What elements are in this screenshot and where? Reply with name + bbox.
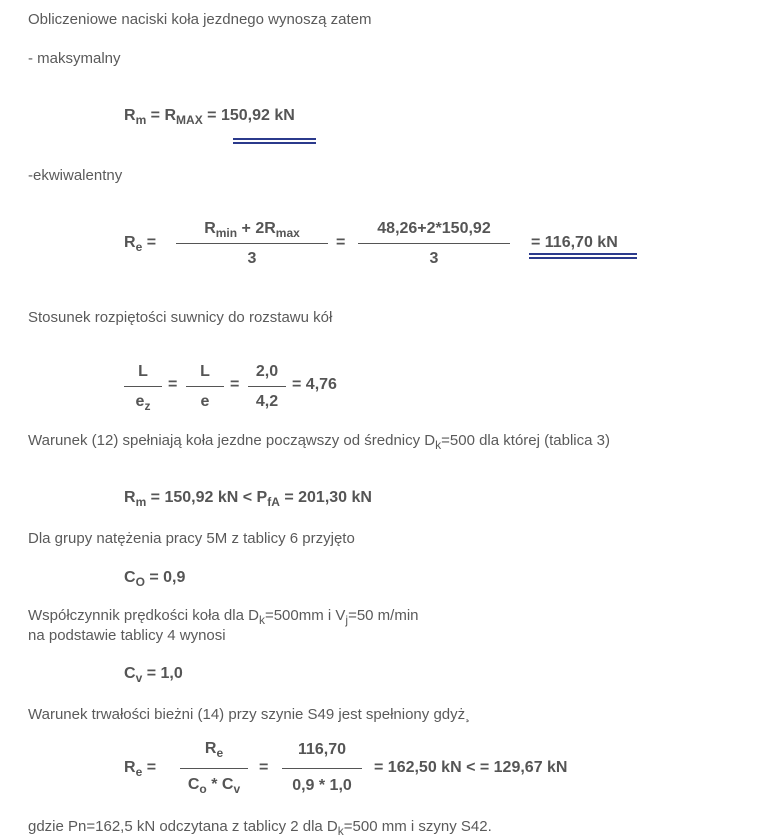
fraction-bar <box>180 768 248 769</box>
equals-sign: = <box>230 376 240 393</box>
group-label: Dla grupy natężenia pracy 5M z tablicy 6 przyjęto <box>28 530 355 547</box>
equation-rm: $R_m = R_{MAX} = 150,92$ kN <box>124 107 295 127</box>
condition-14-text: Warunek trwałości bieżni (14) przy szynie S49 jest spełniony gdyż¸ <box>28 706 471 723</box>
fraction-denominator: 3 <box>429 250 439 267</box>
fraction-bar <box>176 243 328 244</box>
fraction-denominator: $e_z$ <box>135 393 151 413</box>
fraction-numerator: 2,0 <box>255 363 279 380</box>
equation-cv: $C_v = 1,0$ <box>124 665 183 685</box>
fraction-denominator: $C_o * C_v$ <box>187 776 241 796</box>
fraction-numerator: L <box>200 363 210 380</box>
fraction-numerator: L <box>138 363 148 380</box>
equation-re-lhs: $R_e$ = <box>124 234 157 254</box>
equation-result: = 116,70 kN <box>531 234 618 251</box>
fraction-bar <box>358 243 510 244</box>
max-label: - maksymalny <box>28 50 121 67</box>
equivalent-label: -ekwiwalentny <box>28 167 123 184</box>
fraction-numerator: $R_e$ <box>204 740 224 760</box>
fraction-denominator: e <box>200 393 210 410</box>
equals-sign: = <box>259 759 269 776</box>
speed-text-line2: na podstawie tablicy 4 wynosi <box>28 627 226 644</box>
condition-12-text: Warunek (12) spełniają koła jezdne począwszy od średnicy $D_k=500$ dla której (tablica 3) <box>28 432 610 452</box>
fraction-bar <box>124 386 162 387</box>
speed-text: Współczynnik prędkości koła dla $D_k=500mm$ i $V_j=50$ m/min <box>28 607 419 627</box>
fraction-numerator: 116,70 <box>297 741 347 758</box>
fraction-numerator: $R_{min} + 2R_{max}$ <box>204 220 300 240</box>
equation-result: = 162,50 kN < = 129,67 kN <box>374 759 568 776</box>
footer-text: gdzie Pn=162,5 kN odczytana z tablicy 2 dla $D_k=500$ mm i szyny S42. <box>28 818 492 838</box>
intro-text: Obliczeniowe naciski koła jezdnego wynoszą zatem <box>28 11 372 28</box>
double-underline <box>529 253 637 259</box>
equals-sign: = <box>336 234 346 251</box>
fraction-denominator: 4,2 <box>255 393 279 410</box>
equation-re-check-lhs: $R_e$ = <box>124 759 157 779</box>
equation-co: $C_O = 0,9$ <box>124 569 186 589</box>
equation-result: = 4,76 <box>292 376 337 393</box>
double-underline <box>233 138 316 144</box>
fraction-bar <box>248 386 286 387</box>
fraction-denominator: 3 <box>247 250 257 267</box>
fraction-numerator: 48,26+2*150,92 <box>377 220 491 237</box>
fraction-bar <box>186 386 224 387</box>
fraction-denominator: 0,9 * 1,0 <box>292 777 352 794</box>
equation-rm-check: $R_m = 150,92$ kN < $P_{fA} = 201,30$ kN <box>124 489 372 509</box>
ratio-label: Stosunek rozpiętości suwnicy do rozstawu kół <box>28 309 333 326</box>
equals-sign: = <box>168 376 178 393</box>
fraction-bar <box>282 768 362 769</box>
